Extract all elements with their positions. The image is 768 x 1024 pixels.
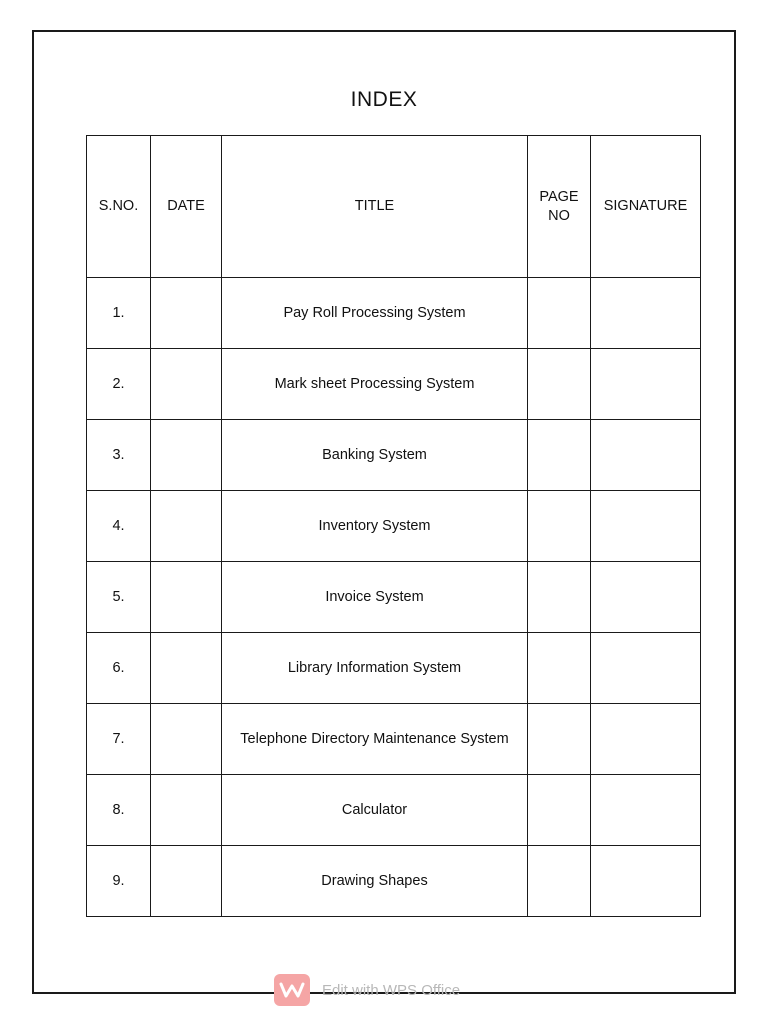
- header-signature: SIGNATURE: [591, 136, 701, 278]
- cell-title: Inventory System: [222, 491, 528, 562]
- cell-date: [151, 420, 222, 491]
- cell-sno: 3.: [87, 420, 151, 491]
- cell-date: [151, 633, 222, 704]
- cell-title: Banking System: [222, 420, 528, 491]
- table-row: [87, 775, 701, 846]
- cell-page-no: [528, 278, 591, 349]
- cell-date: [151, 562, 222, 633]
- cell-title: Mark sheet Processing System: [222, 349, 528, 420]
- cell-sno: 7.: [87, 704, 151, 775]
- cell-title: Drawing Shapes: [222, 846, 528, 917]
- header-sno: S.NO.: [87, 136, 151, 278]
- cell-page-no: [528, 633, 591, 704]
- table-row: [87, 278, 701, 349]
- table-row: [87, 846, 701, 917]
- cell-date: [151, 846, 222, 917]
- header-date: DATE: [151, 136, 222, 278]
- cell-signature: [591, 491, 701, 562]
- table-row: [87, 349, 701, 420]
- page-title: INDEX: [350, 88, 418, 111]
- cell-sno: 9.: [87, 846, 151, 917]
- cell-signature: [591, 633, 701, 704]
- cell-page-no: [528, 349, 591, 420]
- table-header-row: [87, 136, 701, 278]
- table-row: [87, 491, 701, 562]
- cell-sno: 1.: [87, 278, 151, 349]
- cell-signature: [591, 278, 701, 349]
- header-title: TITLE: [222, 136, 528, 278]
- table-row: [87, 562, 701, 633]
- wps-watermark[interactable]: [274, 974, 460, 1006]
- cell-title: Library Information System: [222, 633, 528, 704]
- wps-logo-icon: [274, 974, 310, 1006]
- cell-title: Pay Roll Processing System: [222, 278, 528, 349]
- cell-sno: 5.: [87, 562, 151, 633]
- cell-page-no: [528, 562, 591, 633]
- cell-title: Telephone Directory Maintenance System: [222, 704, 528, 775]
- cell-page-no: [528, 846, 591, 917]
- table-row: [87, 633, 701, 704]
- cell-page-no: [528, 420, 591, 491]
- table-row: [87, 420, 701, 491]
- header-page-no: PAGE NO: [528, 136, 591, 278]
- cell-signature: [591, 775, 701, 846]
- cell-title: Invoice System: [222, 562, 528, 633]
- cell-date: [151, 278, 222, 349]
- cell-signature: [591, 704, 701, 775]
- cell-date: [151, 491, 222, 562]
- cell-title: Calculator: [222, 775, 528, 846]
- index-table: [86, 135, 701, 917]
- cell-signature: [591, 420, 701, 491]
- cell-sno: 6.: [87, 633, 151, 704]
- cell-page-no: [528, 491, 591, 562]
- cell-date: [151, 704, 222, 775]
- cell-signature: [591, 349, 701, 420]
- cell-page-no: [528, 704, 591, 775]
- watermark-text: Edit with WPS Office: [322, 981, 461, 999]
- cell-date: [151, 349, 222, 420]
- table-row: [87, 704, 701, 775]
- cell-sno: 2.: [87, 349, 151, 420]
- cell-page-no: [528, 775, 591, 846]
- cell-signature: [591, 562, 701, 633]
- cell-sno: 8.: [87, 775, 151, 846]
- cell-sno: 4.: [87, 491, 151, 562]
- cell-date: [151, 775, 222, 846]
- cell-signature: [591, 846, 701, 917]
